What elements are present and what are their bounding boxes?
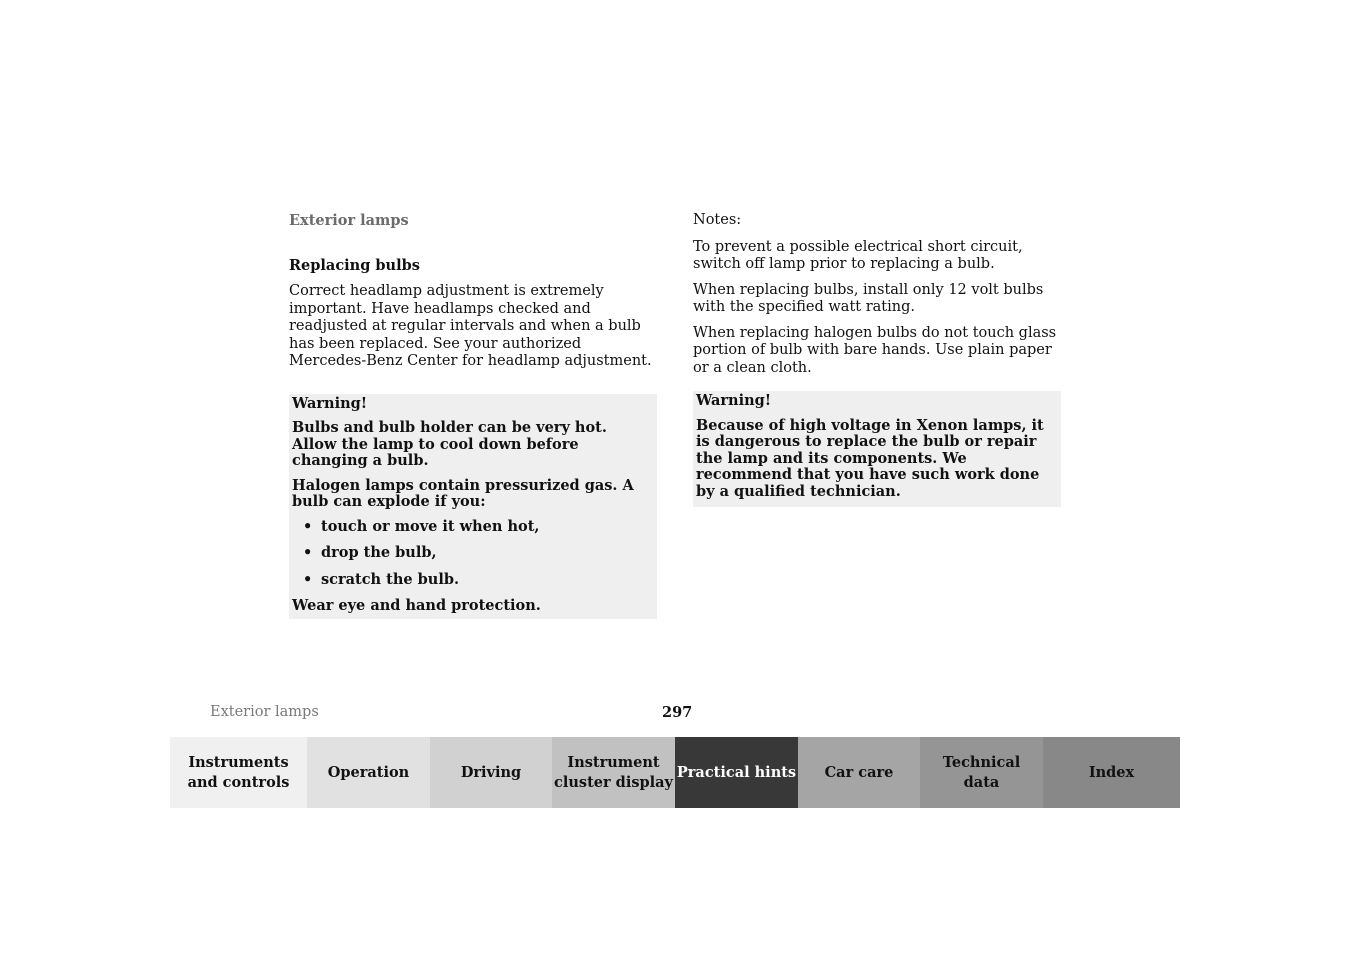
subheading-replacing-bulbs: Replacing bulbs: [289, 256, 420, 274]
xenon-warning-box: [693, 391, 1061, 507]
warning-hot-text: Bulbs and bulb holder can be very hot. Allow the lamp to cool down before changing a bulb.: [292, 419, 607, 469]
warning-protection-text: Wear eye and hand protection.: [292, 597, 541, 614]
nav-tab-label: Index: [1088, 763, 1135, 781]
warning-title: Warning!: [696, 392, 772, 409]
footer-section-title: Exterior lamps: [210, 704, 319, 720]
nav-tab-label: cluster display: [554, 773, 673, 791]
nav-tab-label: Instruments: [188, 753, 289, 771]
nav-tab-label: Practical hints: [676, 763, 797, 781]
warning-xenon-text: Because of high voltage in Xenon lamps, it is dangerous to replace the bulb or repair the lamp and its components. We recommend that you have such work done by a qualified technician.: [696, 416, 1044, 500]
note-halogen-glass: When replacing halogen bulbs do not touch glass portion of bulb with bare hands. Use plain paper or a clean cloth.: [693, 324, 1057, 376]
nav-tab-label: Operation: [327, 763, 410, 781]
right-column: [693, 212, 1061, 507]
nav-tab-label: Technical: [942, 753, 1021, 771]
nav-tab-practical-hints[interactable]: [675, 737, 798, 808]
warning-pressurized-text: Halogen lamps contain pressurized gas. A bulb can explode if you:: [292, 476, 634, 510]
nav-tab-car-care[interactable]: [798, 737, 920, 808]
list-item-text: scratch the bulb.: [321, 570, 460, 588]
nav-tab-label: Driving: [460, 763, 522, 781]
hot-bulb-warning-box: [289, 394, 657, 619]
headlamp-adjustment-paragraph: Correct headlamp adjustment is extremely important. Have headlamps checked and readjusted at regular intervals and when a bulb has been replaced. See your authorized Mercedes-Benz Center for headlamp adjustment.: [289, 283, 652, 369]
nav-tab-driving[interactable]: [430, 737, 552, 808]
bullet-icon: •: [303, 544, 313, 561]
warning-title: Warning!: [292, 394, 368, 412]
left-column: [289, 212, 657, 619]
bullet-icon: •: [303, 570, 313, 588]
nav-tab-instrument-cluster-display[interactable]: [552, 737, 675, 808]
note-short-circuit: To prevent a possible electrical short circuit, switch off lamp prior to replacing a bulb.: [693, 238, 1023, 272]
list-item-text: drop the bulb,: [321, 544, 437, 561]
bullet-icon: •: [303, 517, 313, 535]
nav-tab-label: data: [963, 773, 1000, 791]
note-12-volt: When replacing bulbs, install only 12 volt bulbs with the specified watt rating.: [693, 281, 1044, 315]
list-item-text: touch or move it when hot,: [321, 517, 540, 535]
warning-bullet-list: [292, 519, 653, 589]
list-item: [292, 545, 653, 562]
chapter-nav-bar: [170, 737, 1180, 808]
list-item: [292, 572, 653, 589]
nav-tab-label: Car care: [824, 763, 894, 781]
nav-tab-operation[interactable]: [307, 737, 430, 808]
page-number: 297: [662, 704, 693, 721]
nav-tab-instruments-and-controls[interactable]: [170, 737, 307, 808]
nav-tab-label: Instrument: [567, 753, 660, 771]
notes-label: Notes:: [693, 212, 742, 228]
nav-tab-index[interactable]: [1043, 737, 1180, 808]
nav-tab-technical-data[interactable]: [920, 737, 1043, 808]
section-header: Exterior lamps: [289, 212, 409, 229]
nav-tab-label: and controls: [187, 773, 290, 791]
list-item: [292, 519, 653, 536]
